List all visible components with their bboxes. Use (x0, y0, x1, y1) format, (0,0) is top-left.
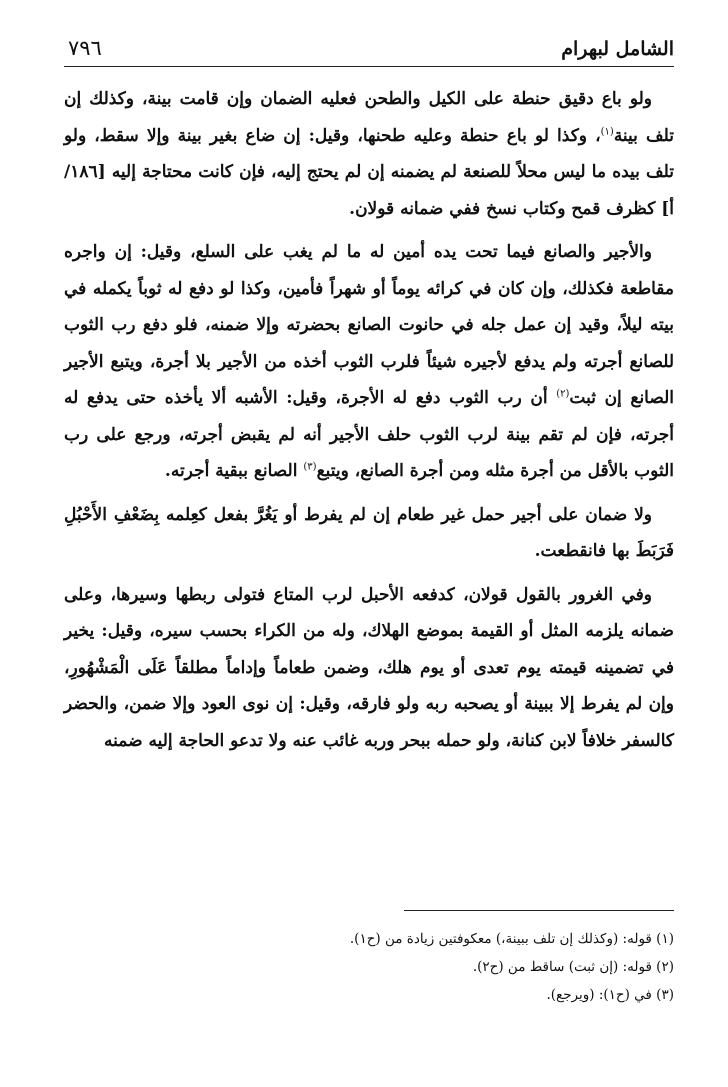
paragraph-text: الصانع ببقية أجرته. (164, 461, 304, 481)
document-page (64, 30, 674, 1060)
paragraph-text: ولا ضمان على أجير حمل غير طعام إن لم يفرط أو يَغُرَّ بفعل كعِلمه بِضَعْفِ الأَحْبُلِ فَرَبَطَ بها فانقطعت. (64, 504, 674, 561)
paragraph (64, 234, 674, 490)
body-text (64, 81, 674, 759)
footnote-item: (٢) قوله: (إن ثبت) ساقط من (ح٢). (472, 959, 674, 975)
footnote-list (64, 925, 674, 1009)
footnote-item: (٣) في (ح١): (ويرجع). (546, 987, 674, 1003)
page-header (64, 30, 674, 67)
paragraph (64, 497, 674, 570)
page-number: ٧٩٦ (68, 36, 102, 60)
paragraph-text: أن رب الثوب دفع له الأجرة، وقيل: الأشبه ألا يأخذه حتى يدفع له أجرته، فإن لم تقم بينة لرب الثوب حلف الأجير أنه لم يقبض أجرته، ورجع على رب الثوب بالأقل من أجرة مثله ومن أجرة الصانع، ويتبع (64, 388, 674, 481)
paragraph (64, 81, 674, 227)
footnote-item: (١) قوله: (وكذلك إن تلف ببينة،) معكوفتين زيادة من (ح١). (349, 931, 674, 947)
footnotes (64, 910, 674, 1009)
paragraph-text: ، وكذا لو باع حنطة وعليه طحنها، وقيل: إن ضاع بغير بينة وإلا سقط، ولو تلف بيده ما ليس محلاً للصنعة لم يضمنه إن لم يحتج إليه، فإن كانت محتاجة إليه [١٨٦/ أ] كظرف قمح وكتاب نسخ ففي ضمانه قولان. (64, 125, 674, 219)
footnote-marker: (١) (600, 125, 614, 137)
footnote-marker: (٣) (303, 461, 317, 473)
paragraph (64, 577, 674, 760)
footnote-separator (404, 910, 674, 911)
paragraph-text: وفي الغرور بالقول قولان، كدفعه الأحبل لرب المتاع فتولى ربطها وسيرها، وعلى ضمانه يلزمه المثل أو القيمة بموضع الهلاك، وله من الكراء بحسب سيره، وقيل: يخير في تضمينه قيمته يوم تعدى أو يوم هلك، وضمن طعاماً وإداماً مطلقاً عَلَى الْمَشْهُورِ، وإن لم يفرط إلا ببينة أو يصحبه ربه ولو فارقه، وقيل: إن نوى العود وإلا ضمن، والحضر كالسفر خلافاً لابن كنانة، ولو حمله ببحر وربه غائب عنه ولا تدعو الحاجة إليه ضمنه (64, 584, 674, 751)
footnote-marker: (٢) (556, 388, 570, 400)
paragraph-text: والأجير والصانع فيما تحت يده أمين له ما لم يغب على السلع، وقيل: إن واجره مقاطعة فكذلك، وإن كان في كرائه يوماً أو شهراً فأمين، وكذا لو دفع له ثوباً يكمله في بيته ليلاً، وقيد إن عمل جله في حانوت الصانع بحضرته وإلا ضمنه، فلو دفع رب الثوب للصانع أجرته ولم يدفع لأجيره شيئاً فلرب الثوب أخذه من الأجير بلا أجرة، ويتبع الأجير الصانع إن ثبت (64, 242, 675, 408)
running-title: الشامل لبهرام (561, 38, 674, 60)
paragraph-text: ولو باع دقيق حنطة على الكيل والطحن فعليه الضمان وإن قامت بينة، وكذلك إن تلف بينة (64, 89, 674, 146)
